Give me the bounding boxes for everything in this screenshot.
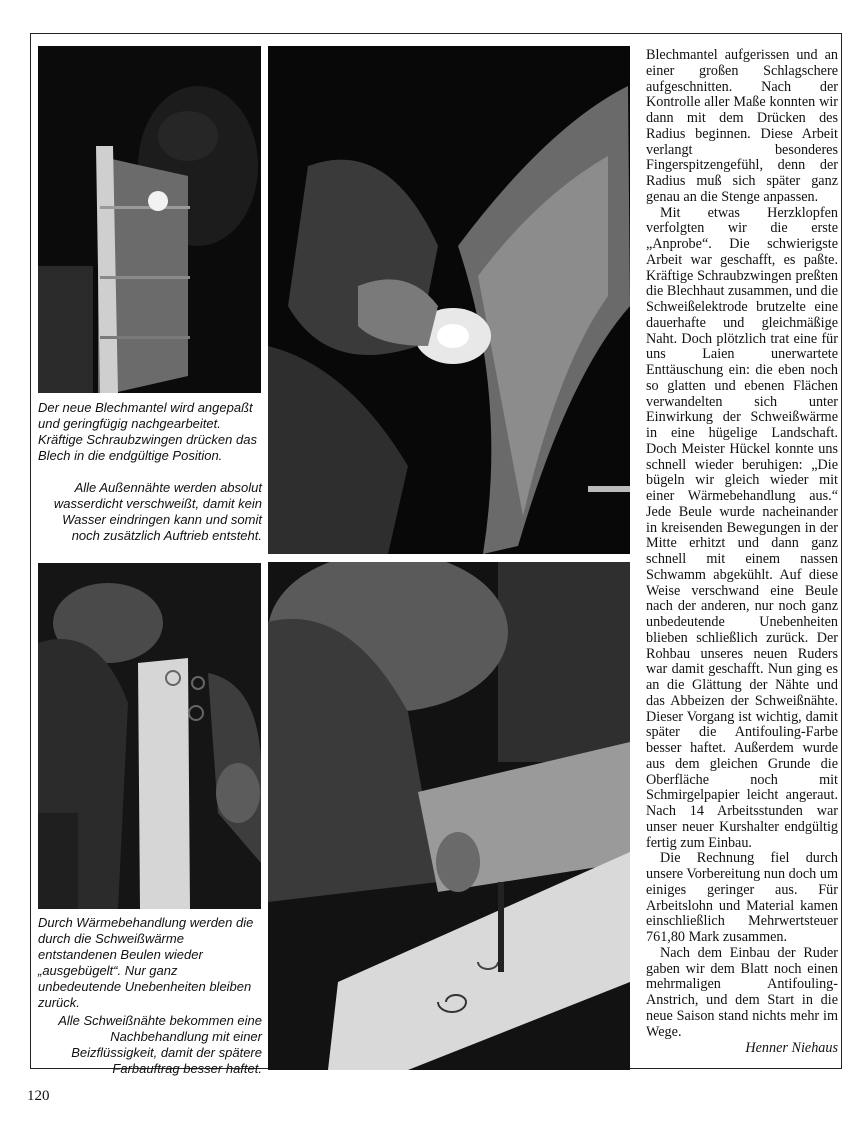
article-paragraph: Die Rechnung fiel durch unsere Vorbereitung nun doch um einiges geringer aus. Für Arbeitslohn und Material kamen einschließlich Mehrwertsteuer 761,80 Mark zusammen. [646, 850, 838, 945]
caption-rudder-fitting: Der neue Blechmantel wird angepaßt und geringfügig nachgearbeitet. Kräftige Schraubzwingen drücken das Blech in die endgültige Position. [38, 400, 257, 463]
article-paragraph: Nach dem Einbau der Ruder gaben wir dem Blatt noch einen mehrmaligen Antifouling-Anstrich, und dem Start in die neue Saison stand nichts mehr im Wege. [646, 944, 838, 1040]
article-text [646, 48, 838, 1057]
article-paragraph: Blechmantel aufgerissen und an einer großen Schlagschere aufgeschnitten. Nach der Kontrolle aller Maße konnten wir dann mit dem Drücken des Radius beginnen. Diese Arbeit verlangt besonderes Fingerspitzengefühl, denn der Radius muß sich später ganz genau an die Stenge anpassen. [646, 47, 838, 205]
photo-welding-seam [268, 46, 630, 554]
author-byline: Henner Niehaus [745, 1040, 838, 1057]
caption-heat-treatment: Durch Wärmebehandlung werden die durch die Schweißwärme entstandenen Beulen wieder „ausgebügelt“. Nur ganz unbedeutende Unebenheiten bleiben zurück. [38, 915, 254, 1010]
article-paragraph: Mit etwas Herzklopfen verfolgten wir die erste „Anprobe“. Die schwierigste Arbeit war geschafft, es paßte. Kräftige Schraubzwingen preßten die Blechhaut zusammen, und die Schweißelektrode brutzelte eine dauerhafte und gleichmäßige Naht. Doch plötzlich trat eine für uns Laien unerwartete Enttäuschung ein: die eben noch so glatten und ebenen Flächen verwandelten sich unter Einwirkung der Schweißwärme in eine hügelige Landschaft. Doch Meister Hückel konnte uns schnell wieder beruhigen: „Die bügeln wir gleich wieder mit einer Wärmebehandlung aus.“ Jede Beule wurde nacheinander in kreisenden Bewegungen in der Mitte erhitzt und dann ganz schnell mit einem nassen Schwamm abgekühlt. Auf diese Weise verschwand eine Beule nach der anderen, nur noch ganz unbedeutende Unebenheiten blieben schließlich zurück. Der Rohbau unseres neuen Ruders war damit geschafft. Nun ging es an die Glättung der Nähte und das Abbeizen der Schweißnähte. Dieser Vorgang ist wichtig, damit später die Antifouling-Farbe besser haftet. Außerdem wurde aus dem gleichen Grunde die Oberfläche noch mit Schmirgelpapier leicht angeraut. Nach 14 Arbeitsstunden war unser neuer Kurshalter endgültig fertig zum Einbau. [646, 204, 838, 851]
page-number: 120 [27, 1088, 50, 1104]
photo-pickling [268, 562, 630, 1070]
photo-rudder-fitting [38, 46, 261, 393]
caption-pickling: Alle Schweißnähte bekommen eine Nachbehandlung mit einer Beizflüssigkeit, damit der spätere Farbauftrag besser haftet. [58, 1013, 262, 1076]
caption-exterior-seams: Alle Außennähte werden absolut wasserdicht verschweißt, damit kein Wasser eindringen kann und somit noch zusätzlich Auftrieb entsteht. [53, 480, 262, 543]
photo-heat-treatment [38, 563, 261, 909]
